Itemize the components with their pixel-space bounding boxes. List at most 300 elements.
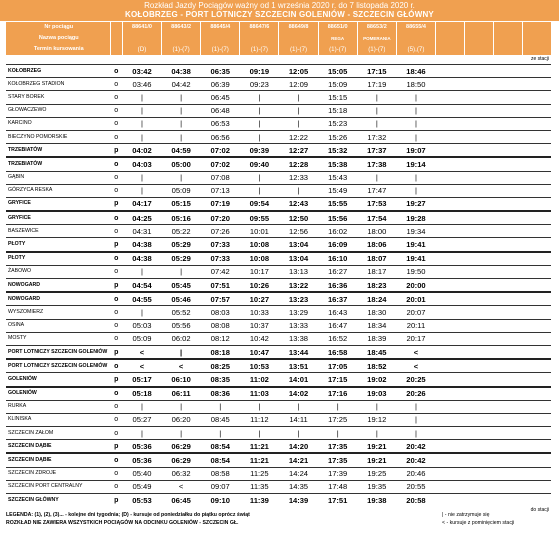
time-cell: 20:25 (396, 373, 435, 387)
empty-cell (436, 494, 465, 507)
header-empty-cell (522, 22, 551, 33)
timetable-row (6, 104, 551, 117)
empty-cell (436, 359, 465, 373)
time-cell: 04:31 (122, 225, 161, 238)
empty-cell (436, 117, 465, 130)
timetable-row (6, 467, 551, 480)
time-cell: 17:15 (318, 373, 357, 387)
time-cell: 18:34 (357, 319, 396, 332)
time-cell: 18:00 (357, 225, 396, 238)
timetable-row (6, 157, 551, 171)
time-cell: 05:09 (122, 332, 161, 345)
time-cell: 07:08 (201, 171, 240, 184)
header-empty-cell (493, 33, 522, 44)
time-cell: 18:23 (357, 279, 396, 293)
time-cell: 05:40 (122, 467, 161, 480)
time-cell: 15:09 (318, 78, 357, 91)
time-cell: 18:30 (357, 306, 396, 319)
timetable-row (6, 265, 551, 278)
time-cell: 13:51 (279, 359, 318, 373)
time-cell: | (122, 91, 161, 104)
time-cell: 19:38 (357, 494, 396, 507)
to-station-label: do stacji (530, 507, 549, 514)
timetable-row (6, 197, 551, 211)
time-cell: 16:09 (318, 238, 357, 252)
time-cell: | (357, 117, 396, 130)
time-cell: 06:11 (162, 387, 201, 401)
time-cell: 14:20 (279, 440, 318, 454)
time-cell: | (122, 306, 161, 319)
empty-cell (436, 440, 465, 454)
arr-dep-marker: o (110, 292, 122, 306)
time-cell: 06:29 (162, 440, 201, 454)
empty-cell (436, 238, 465, 252)
empty-cell (493, 265, 522, 278)
empty-cell (522, 480, 551, 493)
train-cal-cell: (1)-(7) (279, 44, 318, 55)
empty-cell (464, 359, 493, 373)
time-cell: < (162, 480, 201, 493)
time-cell: 15:15 (318, 91, 357, 104)
legend-symbols (442, 511, 514, 527)
time-cell: 14:39 (279, 494, 318, 507)
time-cell: 04:59 (162, 144, 201, 158)
arr-dep-marker: o (110, 117, 122, 130)
time-cell: 19:41 (396, 238, 435, 252)
empty-cell (493, 306, 522, 319)
time-cell: 20:26 (396, 387, 435, 401)
time-cell: 20:11 (396, 319, 435, 332)
station-name: ŻABOWO (6, 265, 110, 278)
time-cell: 11:03 (240, 387, 279, 401)
time-cell: 18:50 (396, 78, 435, 91)
empty-cell (493, 332, 522, 345)
time-cell: 07:20 (201, 211, 240, 225)
time-cell: 16:52 (318, 332, 357, 345)
time-cell: 14:02 (279, 387, 318, 401)
arr-dep-marker: o (110, 65, 122, 78)
train-nr-cell: 88651/0 (318, 22, 357, 33)
empty-cell (464, 91, 493, 104)
train-name-cell (240, 33, 279, 44)
time-cell: 15:05 (318, 65, 357, 78)
empty-cell (436, 345, 465, 359)
train-cal-cell: (1)-(7) (162, 44, 201, 55)
time-cell: | (396, 413, 435, 426)
time-cell: 05:36 (122, 453, 161, 467)
header-empty-cell (464, 44, 493, 55)
empty-cell (464, 494, 493, 507)
time-cell: | (162, 265, 201, 278)
arr-dep-marker: o (110, 211, 122, 225)
time-cell: 17:05 (318, 359, 357, 373)
time-cell: 10:47 (240, 345, 279, 359)
empty-cell (464, 265, 493, 278)
time-cell: 15:55 (318, 197, 357, 211)
time-cell: | (279, 117, 318, 130)
empty-cell (522, 91, 551, 104)
train-nr-cell: 88655/4 (396, 22, 435, 33)
header-empty-cell (464, 22, 493, 33)
header-spacer (110, 33, 122, 44)
empty-cell (436, 427, 465, 440)
time-cell: 07:57 (201, 292, 240, 306)
time-cell: 17:32 (357, 130, 396, 143)
station-name: KOŁOBRZEG (6, 65, 110, 78)
time-cell: 11:35 (240, 480, 279, 493)
station-name: SZCZECIN DĄBIE (6, 453, 110, 467)
empty-cell (522, 252, 551, 266)
header-empty-cell (436, 44, 465, 55)
empty-cell (522, 104, 551, 117)
time-cell: 10:42 (240, 332, 279, 345)
time-cell: 05:56 (162, 319, 201, 332)
header-spacer (110, 44, 122, 55)
time-cell: 09:39 (240, 144, 279, 158)
time-cell: 12:05 (279, 65, 318, 78)
timetable-row (6, 494, 551, 507)
time-cell: 18:17 (357, 265, 396, 278)
empty-cell (464, 252, 493, 266)
station-name: STARY BOREK (6, 91, 110, 104)
time-cell: 20:17 (396, 332, 435, 345)
legend-skip: < - kursuje z pominięciem stacji (442, 520, 515, 526)
time-cell: 04:25 (122, 211, 161, 225)
empty-cell (436, 480, 465, 493)
time-cell: 10:27 (240, 292, 279, 306)
arr-dep-marker: p (110, 494, 122, 507)
time-cell: | (396, 400, 435, 413)
station-name: PŁOTY (6, 238, 110, 252)
from-station-row (6, 55, 551, 65)
empty-cell (493, 171, 522, 184)
empty-cell (436, 197, 465, 211)
empty-cell (436, 400, 465, 413)
time-cell: 16:36 (318, 279, 357, 293)
time-cell: 12:28 (279, 157, 318, 171)
empty-cell (436, 413, 465, 426)
time-cell: 18:52 (357, 359, 396, 373)
empty-cell (522, 427, 551, 440)
time-cell: 11:39 (240, 494, 279, 507)
timetable-row (6, 345, 551, 359)
timetable-row (6, 65, 551, 78)
arr-dep-marker: p (110, 197, 122, 211)
train-name-cell (162, 33, 201, 44)
time-cell: 20:42 (396, 440, 435, 454)
time-cell: 07:26 (201, 225, 240, 238)
time-cell: | (396, 171, 435, 184)
time-cell: 18:06 (357, 238, 396, 252)
timetable-row (6, 306, 551, 319)
empty-cell (493, 359, 522, 373)
empty-cell (522, 279, 551, 293)
empty-cell (436, 332, 465, 345)
train-nr-cell: 88653/2 (357, 22, 396, 33)
empty-cell (436, 211, 465, 225)
station-name: TRZEBIATÓW (6, 157, 110, 171)
empty-cell (493, 413, 522, 426)
train-calendar-row (6, 44, 551, 55)
header-empty-cell (464, 33, 493, 44)
time-cell: | (240, 171, 279, 184)
empty-cell (464, 306, 493, 319)
time-cell: | (122, 171, 161, 184)
header-empty-cell (493, 44, 522, 55)
arr-dep-marker: p (110, 144, 122, 158)
train-number-row-label: Nr pociągu (6, 22, 110, 33)
time-cell: 12:33 (279, 171, 318, 184)
arr-dep-marker: o (110, 453, 122, 467)
time-cell: | (279, 400, 318, 413)
empty-cell (436, 130, 465, 143)
route-title: KOŁOBRZEG - PORT LOTNICZY SZCZECIN GOLENIÓW - SZCZECIN GŁÓWNY (125, 10, 434, 19)
arr-dep-marker: o (110, 413, 122, 426)
time-cell: 18:45 (357, 345, 396, 359)
time-cell: | (162, 171, 201, 184)
time-cell: | (279, 184, 318, 197)
empty-cell (493, 480, 522, 493)
time-cell: 04:38 (122, 238, 161, 252)
time-cell: 05:00 (162, 157, 201, 171)
station-name: RURKA (6, 400, 110, 413)
empty-cell (493, 65, 522, 78)
time-cell: 13:13 (279, 265, 318, 278)
empty-cell (493, 157, 522, 171)
empty-cell (493, 225, 522, 238)
train-name-row-label: Nazwa pociągu (6, 33, 110, 44)
time-cell: | (201, 400, 240, 413)
arr-dep-marker: o (110, 319, 122, 332)
empty-cell (493, 238, 522, 252)
time-cell: 13:22 (279, 279, 318, 293)
time-cell: | (240, 130, 279, 143)
empty-cell (436, 319, 465, 332)
time-cell: | (357, 427, 396, 440)
time-cell: 07:51 (201, 279, 240, 293)
time-cell: | (357, 104, 396, 117)
time-cell: 07:33 (201, 252, 240, 266)
timetable-row (6, 252, 551, 266)
time-cell: 08:12 (201, 332, 240, 345)
empty-cell (522, 130, 551, 143)
timetable-row (6, 332, 551, 345)
time-cell: < (396, 359, 435, 373)
station-name: BASZEWICE (6, 225, 110, 238)
time-cell: 09:10 (201, 494, 240, 507)
empty-cell (464, 292, 493, 306)
timetable-row (6, 319, 551, 332)
time-cell: 07:02 (201, 144, 240, 158)
station-name: TRZEBIATÓW (6, 144, 110, 158)
time-cell: 06:35 (201, 65, 240, 78)
arr-dep-marker: o (110, 427, 122, 440)
time-cell: 19:41 (396, 252, 435, 266)
time-cell: 05:17 (122, 373, 161, 387)
timetable-row (6, 78, 551, 91)
empty-cell (464, 225, 493, 238)
time-cell: 10:08 (240, 238, 279, 252)
time-cell: 17:48 (318, 480, 357, 493)
time-cell: | (122, 104, 161, 117)
empty-cell (464, 117, 493, 130)
empty-cell (522, 306, 551, 319)
empty-cell (522, 319, 551, 332)
empty-cell (493, 130, 522, 143)
time-cell: 15:23 (318, 117, 357, 130)
time-cell: 05:16 (162, 211, 201, 225)
time-cell: | (396, 427, 435, 440)
time-cell: 08:54 (201, 440, 240, 454)
legend-days: LEGENDA: (1), (2), (3)... - kolejne dni tygodnia; (D) - kursuje od poniedziałku do piątku oprócz świąt (6, 512, 250, 518)
empty-cell (493, 440, 522, 454)
time-cell: 14:35 (279, 480, 318, 493)
time-cell: 03:46 (122, 78, 161, 91)
time-cell: 04:03 (122, 157, 161, 171)
time-cell: | (162, 91, 201, 104)
time-cell: 06:39 (201, 78, 240, 91)
train-name-cell: REGA (318, 33, 357, 44)
time-cell: 09:19 (240, 65, 279, 78)
time-cell: | (162, 345, 201, 359)
time-cell: 20:42 (396, 453, 435, 467)
empty-cell (464, 467, 493, 480)
empty-cell (464, 104, 493, 117)
empty-cell (464, 400, 493, 413)
legend-note: ROZKŁAD NIE ZAWIERA WSZYSTKICH POCIĄGÓW NA ODCINKU GOLENIÓW - SZCZECIN GŁ. (6, 520, 239, 526)
empty-cell (436, 265, 465, 278)
arr-dep-marker: o (110, 78, 122, 91)
time-cell: | (240, 427, 279, 440)
timetable-row (6, 171, 551, 184)
empty-cell (522, 197, 551, 211)
station-name: SZCZECIN GŁÓWNY (6, 494, 110, 507)
empty-cell (493, 292, 522, 306)
time-cell: | (240, 400, 279, 413)
station-name: GOLENIÓW (6, 373, 110, 387)
time-cell: 17:38 (357, 157, 396, 171)
empty-cell (522, 238, 551, 252)
time-cell: 17:35 (318, 440, 357, 454)
time-cell: 14:24 (279, 467, 318, 480)
timetable-row (6, 359, 551, 373)
empty-cell (493, 184, 522, 197)
timetable-row (6, 91, 551, 104)
time-cell: 13:04 (279, 252, 318, 266)
empty-cell (436, 292, 465, 306)
empty-cell (522, 225, 551, 238)
empty-cell (493, 197, 522, 211)
time-cell: 05:49 (122, 480, 161, 493)
time-cell: 16:37 (318, 292, 357, 306)
time-cell: 09:23 (240, 78, 279, 91)
time-cell: | (357, 91, 396, 104)
time-cell: 11:12 (240, 413, 279, 426)
time-cell: 10:53 (240, 359, 279, 373)
time-cell: 05:03 (122, 319, 161, 332)
train-nr-cell: 88641/0 (122, 22, 161, 33)
empty-cell (522, 467, 551, 480)
empty-cell (464, 130, 493, 143)
time-cell: 12:56 (279, 225, 318, 238)
empty-cell (464, 171, 493, 184)
arr-dep-marker: o (110, 265, 122, 278)
train-nr-cell: 88649/8 (279, 22, 318, 33)
empty-cell (464, 238, 493, 252)
time-cell: 07:02 (201, 157, 240, 171)
time-cell: 19:21 (357, 453, 396, 467)
time-cell: 05:18 (122, 387, 161, 401)
time-cell: 20:55 (396, 480, 435, 493)
empty-cell (464, 197, 493, 211)
timetable-row (6, 373, 551, 387)
empty-cell (436, 91, 465, 104)
time-cell: | (122, 130, 161, 143)
time-cell: | (201, 427, 240, 440)
time-cell: 10:17 (240, 265, 279, 278)
arr-dep-marker: o (110, 400, 122, 413)
time-cell: 18:24 (357, 292, 396, 306)
time-cell: | (318, 427, 357, 440)
time-cell: 18:39 (357, 332, 396, 345)
time-cell: 19:28 (396, 211, 435, 225)
station-name: GOLENIÓW (6, 387, 110, 401)
timetable-row (6, 427, 551, 440)
time-cell: 12:27 (279, 144, 318, 158)
time-cell: 16:43 (318, 306, 357, 319)
arr-dep-marker: o (110, 157, 122, 171)
time-cell: 05:53 (122, 494, 161, 507)
time-cell: < (162, 359, 201, 373)
time-cell: 06:45 (162, 494, 201, 507)
arr-dep-marker: o (110, 130, 122, 143)
validity-line: Rozkład Jazdy Pociągów ważny od 1 września 2020 r. do 7 listopada 2020 r. (144, 1, 415, 10)
empty-cell (522, 400, 551, 413)
time-cell: 05:22 (162, 225, 201, 238)
empty-cell (464, 319, 493, 332)
time-cell: 13:44 (279, 345, 318, 359)
empty-cell (436, 157, 465, 171)
timetable-banner (0, 0, 559, 21)
time-cell: 10:26 (240, 279, 279, 293)
station-name: GRYFICE (6, 197, 110, 211)
train-calendar-row-label: Termin kursowania (6, 44, 110, 55)
time-cell: 19:21 (357, 440, 396, 454)
time-cell: 17:53 (357, 197, 396, 211)
empty-cell (464, 480, 493, 493)
time-cell: 05:46 (162, 292, 201, 306)
empty-cell (464, 65, 493, 78)
header-empty-cell (493, 22, 522, 33)
time-cell: | (122, 265, 161, 278)
arr-dep-marker: o (110, 184, 122, 197)
header-empty-cell (436, 33, 465, 44)
empty-cell (464, 427, 493, 440)
time-cell: 14:21 (279, 453, 318, 467)
arr-dep-marker: o (110, 480, 122, 493)
time-cell: | (122, 117, 161, 130)
time-cell: 06:20 (162, 413, 201, 426)
time-cell: 06:48 (201, 104, 240, 117)
empty-cell (436, 279, 465, 293)
time-cell: 19:25 (357, 467, 396, 480)
time-cell: | (396, 104, 435, 117)
time-cell: 05:29 (162, 252, 201, 266)
arr-dep-marker: o (110, 104, 122, 117)
header-empty-cell (522, 44, 551, 55)
arr-dep-marker: p (110, 279, 122, 293)
time-cell: 04:38 (162, 65, 201, 78)
